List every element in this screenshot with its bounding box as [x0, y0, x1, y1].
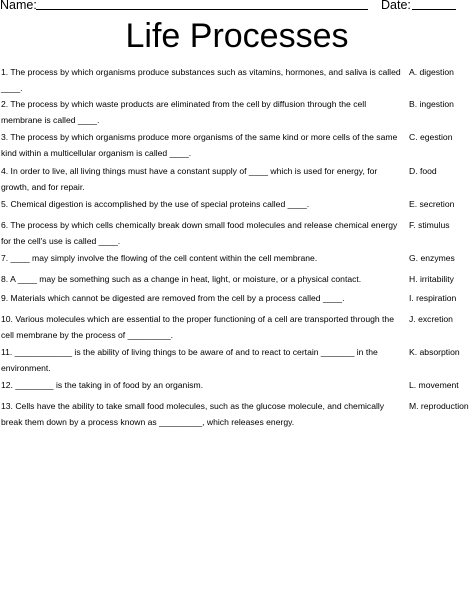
- answer-k: K. absorption: [409, 347, 460, 357]
- question-10: 10. Various molecules which are essential to the proper functioning of a cell are transported through the cell membrane by the process of _________.: [1, 314, 394, 340]
- answer-c: C. egestion: [409, 132, 453, 142]
- answer-g: G. enzymes: [409, 253, 455, 263]
- date-label: Date:: [381, 0, 411, 12]
- question-4: 4. In order to live, all living things must have a constant supply of ____ which is used for energy, for growth, and for repair.: [1, 166, 378, 192]
- name-label: Name:: [0, 0, 37, 12]
- answer-a: A. digestion: [409, 67, 454, 77]
- answer-d: D. food: [409, 166, 437, 176]
- answer-i: I. respiration: [409, 293, 457, 303]
- question-9: 9. Materials which cannot be digested are removed from the cell by a process called ____.: [1, 293, 345, 303]
- question-12: 12. ________ is the taking in of food by an organism.: [1, 380, 204, 390]
- answer-j: J. excretion: [409, 314, 453, 324]
- date-field-line[interactable]: [412, 9, 456, 10]
- answer-m: M. reproduction: [409, 401, 469, 411]
- answer-f: F. stimulus: [409, 220, 450, 230]
- worksheet-header: [0, 0, 474, 14]
- answer-l: L. movement: [409, 380, 459, 390]
- question-11: 11. ____________ is the ability of living things to be aware of and to react to certain _______ in the environment.: [1, 347, 378, 373]
- question-8: 8. A ____ may be something such as a change in heat, light, or moisture, or a physical contact.: [1, 274, 362, 284]
- question-6: 6. The process by which cells chemically break down small food molecules and release chemical energy for the cell's use is called ____.: [1, 220, 398, 246]
- answer-b: B. ingestion: [409, 99, 454, 109]
- answer-e: E. secretion: [409, 199, 455, 209]
- worksheet-title: Life Processes: [125, 17, 349, 55]
- question-7: 7. ____ may simply involve the flowing of the cell content within the cell membrane.: [1, 253, 318, 263]
- question-5: 5. Chemical digestion is accomplished by the use of special proteins called ____.: [1, 199, 310, 209]
- question-2: 2. The process by which waste products are eliminated from the cell by diffusion through the cell membrane is called ____.: [1, 99, 367, 125]
- name-field-line[interactable]: [36, 9, 368, 10]
- question-13: 13. Cells have the ability to take small food molecules, such as the glucose molecule, and chemically break them down by a process known as _________, which releases energy.: [1, 401, 385, 427]
- answer-h: H. irritability: [409, 274, 454, 284]
- question-1: 1. The process by which organisms produce substances such as vitamins, hormones, and saliva is called ____.: [1, 67, 401, 93]
- question-3: 3. The process by which organisms produce more organisms of the same kind or more cells of the same kind within a multicellular organism is called ____.: [1, 132, 398, 158]
